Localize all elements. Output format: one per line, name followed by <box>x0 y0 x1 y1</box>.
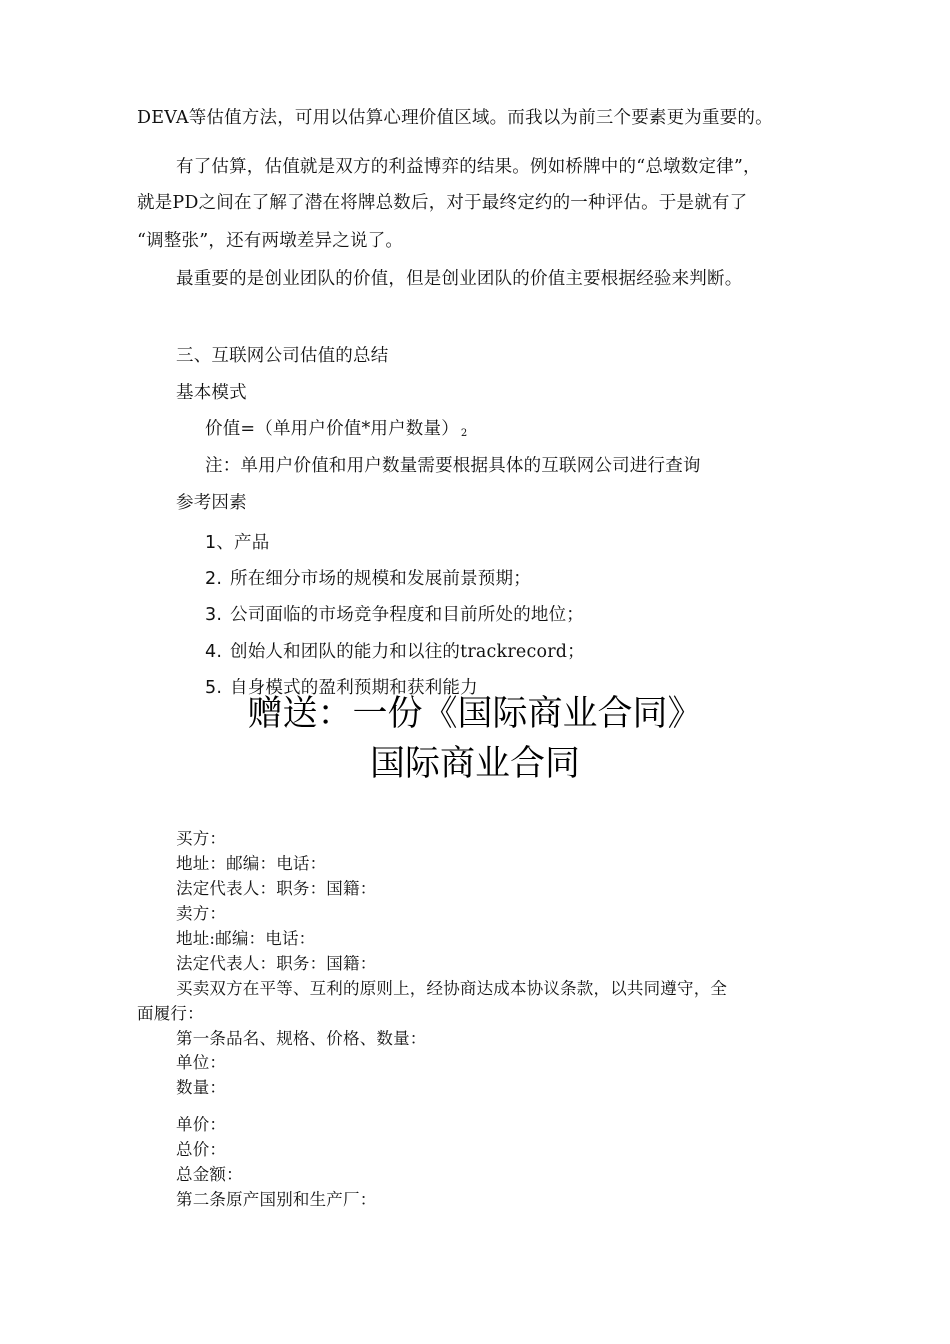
contract-preamble-line-2: 面履行： <box>137 1004 204 1023</box>
gift-title: 赠送：一份《国际商业合同》 <box>247 694 703 734</box>
factor-number: 4. <box>205 642 223 662</box>
section-title-summary: 三、互联网公司估值的总结 <box>176 346 389 366</box>
paragraph-bargaining-line-3: “调整张”，还有两墩差异之说了。 <box>137 231 404 251</box>
paragraph-bargaining-line-2: 就是PD之间在了解了潜在将牌总数后，对于最终定约的一种评估。于是就有了 <box>137 193 748 213</box>
contract-buyer: 买方： <box>176 829 227 848</box>
factor-number: 3. <box>205 605 223 625</box>
basic-mode-label: 基本模式 <box>176 383 247 403</box>
contract-seller: 卖方： <box>176 904 227 923</box>
contract-unit: 单位： <box>176 1053 227 1072</box>
contract-article-1: 第一条品名、规格、价格、数量： <box>176 1029 427 1048</box>
factor-text: 自身模式的盈利预期和获利能力 <box>230 678 478 698</box>
factor-text: 创始人和团队的能力和以往的trackrecord； <box>230 642 585 662</box>
factor-item <box>205 531 269 555</box>
paragraph-bargaining-line-1: 有了估算，估值就是双方的利益博弈的结果。例如桥牌中的“总墩数定律”， <box>176 157 761 177</box>
paragraph-team-value: 最重要的是创业团队的价值，但是创业团队的价值主要根据经验来判断。 <box>176 269 743 289</box>
factor-number: 2. <box>205 569 223 589</box>
contract-buyer-representative: 法定代表人：职务：国籍： <box>176 879 377 898</box>
factor-item <box>205 640 585 664</box>
factor-number: 1、 <box>205 533 235 553</box>
factor-item <box>205 567 531 591</box>
contract-title: 国际商业合同 <box>369 744 580 784</box>
contract-preamble-line-1: 买卖双方在平等、互利的原则上，经协商达成本协议条款，以共同遵守，全 <box>176 979 728 998</box>
contract-quantity: 数量： <box>176 1078 227 1097</box>
factors-label: 参考因素 <box>176 493 247 513</box>
contract-seller-representative: 法定代表人：职务：国籍： <box>176 954 377 973</box>
paragraph-deva-methods: DEVA等估值方法，可用以估算心理价值区域。而我以为前三个要素更为重要的。 <box>137 108 773 128</box>
formula-exponent: 2 <box>460 428 468 439</box>
factor-number: 5. <box>205 678 223 698</box>
contract-total-amount: 总金额： <box>176 1165 243 1184</box>
contract-total-price: 总价： <box>176 1140 227 1159</box>
valuation-formula <box>205 417 467 446</box>
factor-text: 产品 <box>234 533 270 553</box>
contract-buyer-address: 地址：邮编：电话： <box>176 854 327 873</box>
factor-item <box>205 603 584 627</box>
contract-article-2: 第二条原产国别和生产厂： <box>176 1190 377 1209</box>
formula-note: 注：单用户价值和用户数量需要根据具体的互联网公司进行查询 <box>205 456 701 476</box>
contract-unit-price: 单价： <box>176 1115 227 1134</box>
contract-seller-address: 地址:邮编：电话： <box>176 929 316 948</box>
factor-text: 所在细分市场的规模和发展前景预期； <box>230 569 531 589</box>
factor-text: 公司面临的市场竞争程度和目前所处的地位； <box>230 605 584 625</box>
formula-text: 价值=（单用户价值*用户数量） <box>205 419 459 439</box>
